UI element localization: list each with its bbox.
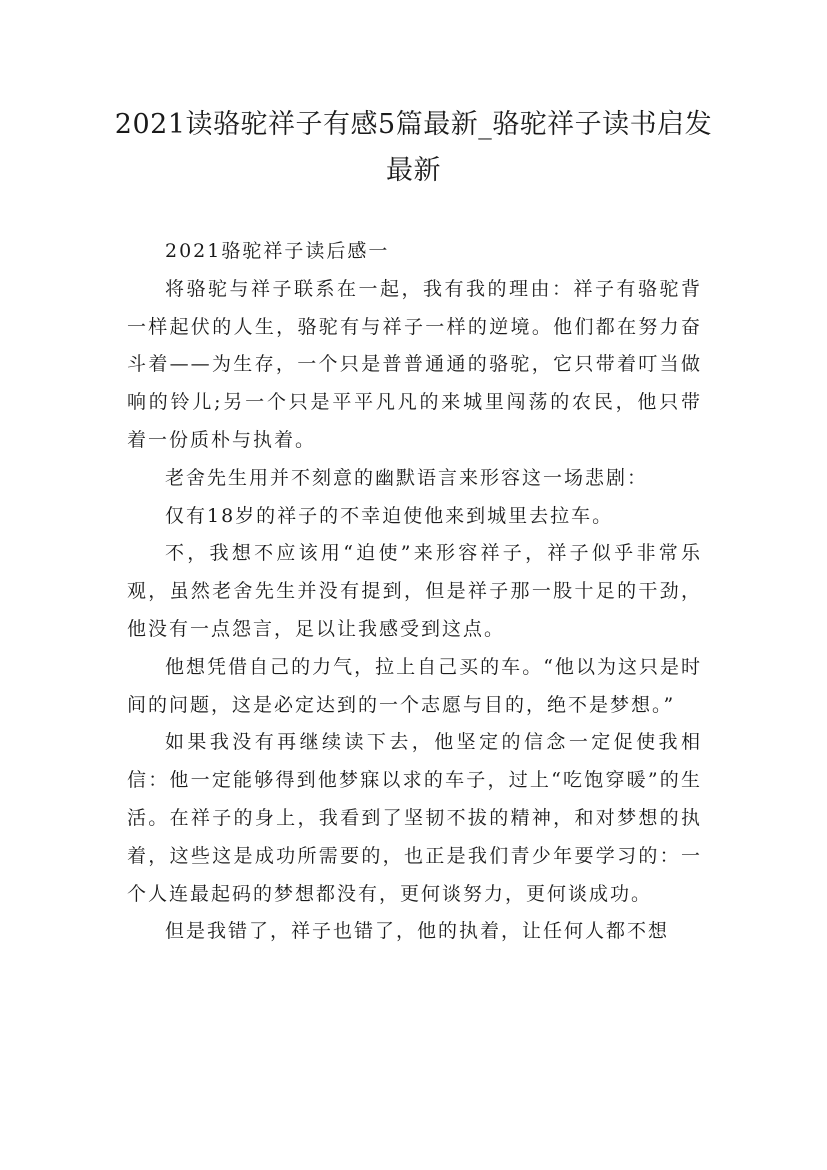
paragraph: 仅有18岁的祥子的不幸迫使他来到城里去拉车。	[165, 504, 614, 527]
paragraph: 他想凭借自己的力气，拉上自己买的车。“他以为这只是时间的问题，这是必定达到的一个志愿与目的，绝不是梦想。”	[127, 655, 702, 716]
paragraph: 但是我错了，祥子也错了，他的执着，让任何人都不想	[165, 920, 670, 943]
document-title: 2021读骆驼祥子有感5篇最新_骆驼祥子读书启发最新	[114, 109, 713, 186]
paragraph: 老舍先生用并不刻意的幽默语言来形容这一场悲剧：	[165, 466, 649, 489]
paragraph: 如果我没有再继续读下去，他坚定的信念一定促使我相信：他一定能够得到他梦寐以求的车子，过上“吃饱穿暖”的生活。在祥子的身上，我看到了坚韧不拔的精神，和对梦想的执着，这些这是成功所需要的，也正是我们青少年要学习的：一个人连最起码的梦想都没有，更何谈努力，更何谈成功。	[127, 731, 702, 905]
document-body	[127, 233, 702, 951]
paragraph: 将骆驼与祥子联系在一起，我有我的理由：祥子有骆驼背一样起伏的人生，骆驼有与祥子一样的逆境。他们都在努力奋斗着——为生存，一个只是普普通通的骆驼，它只带着叮当做响的铃儿;另一个只是平平凡凡的来城里闯荡的农民，他只带着一份质朴与执着。	[127, 277, 702, 451]
paragraph: 不，我想不应该用“迫使”来形容祥子，祥子似乎非常乐观，虽然老舍先生并没有提到，但是祥子那一股十足的干劲，他没有一点怨言，足以让我感受到这点。	[127, 542, 702, 640]
section-heading: 2021骆驼祥子读后感一	[165, 240, 390, 262]
